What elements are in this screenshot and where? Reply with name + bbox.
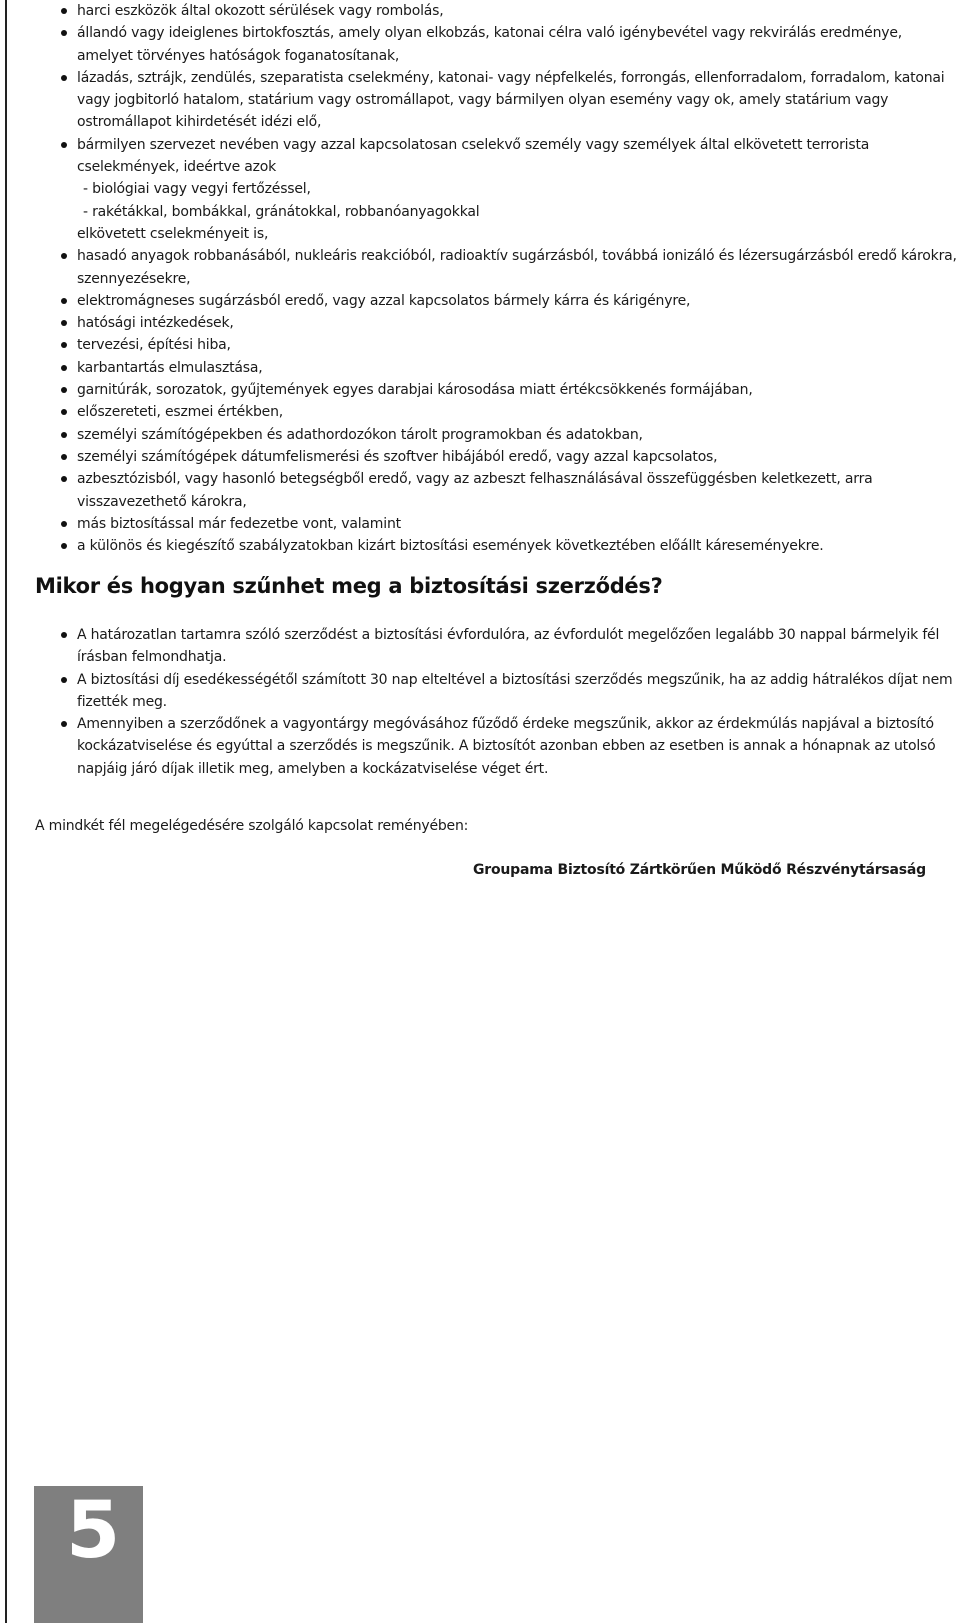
- bullet-icon: [61, 75, 67, 81]
- list-item: karbantartás elmulasztása,: [35, 357, 960, 379]
- section-heading: Mikor és hogyan szűnhet meg a biztosítási szerződés?: [35, 574, 663, 598]
- bullet-icon: [61, 142, 67, 148]
- list-item: a különös és kiegészítő szabályzatokban kizárt biztosítási események következtében előállt káreseményekre.: [35, 535, 960, 557]
- list-item: bármilyen szervezet nevében vagy azzal kapcsolatosan cselekvő személy vagy személyek által elkövetett terrorista cselekmények, ideértve azok - biológiai vagy vegyi fertőzéssel, - rakétákkal, bombákkal, gránátokkal, robbanóanyagokkal elkövetett cselekményeit is,: [35, 134, 960, 245]
- list-item: Amennyiben a szerződőnek a vagyontárgy megóvásához fűződő érdeke megszűnik, akkor az érdekmúlás napjával a biztosító kockázatviselése és egyúttal a szerződés is megszűnik. A biztosítót azonban ebben az esetben is annak a hónapnak az utolsó napjáig járó díjak illetik meg, amelyben a kockázatviselése véget ért.: [35, 713, 960, 780]
- bullet-icon: [61, 432, 67, 438]
- sub-item: - rakétákkal, bombákkal, gránátokkal, robbanóanyagokkal: [83, 203, 480, 220]
- list-item: lázadás, sztrájk, zendülés, szeparatista cselekmény, katonai- vagy népfelkelés, forrongás, ellenforradalom, forradalom, katonai vagy jogbitorló hatalom, statárium vagy ostromállapot, vagy bármilyen olyan esemény vagy ok, amely statárium vagy ostromállapot kihirdetését idézi elő,: [35, 67, 960, 134]
- page-number-box: [34, 1486, 143, 1623]
- bullet-icon: [61, 632, 67, 638]
- bullet-icon: [61, 543, 67, 549]
- left-margin-rule: [5, 0, 7, 1623]
- list-item: azbesztózisból, vagy hasonló betegségből eredő, vagy az azbeszt felhasználásával összefüggésben keletkezett, arra visszavezethető károkra,: [35, 468, 960, 513]
- list-item: elektromágneses sugárzásból eredő, vagy azzal kapcsolatos bármely kárra és kárigényre,: [35, 290, 960, 312]
- list-item: tervezési, építési hiba,: [35, 334, 960, 356]
- list-item: más biztosítással már fedezetbe vont, valamint: [35, 513, 960, 535]
- list-item: személyi számítógépek dátumfelismerési és szoftver hibájából eredő, vagy azzal kapcsolatos,: [35, 446, 960, 468]
- list-item: harci eszközök által okozott sérülések vagy rombolás,: [35, 0, 960, 22]
- page-number: 5: [66, 1486, 121, 1576]
- list-item-tail: elkövetett cselekményeit is,: [77, 225, 269, 242]
- exclusions-section: [35, 0, 960, 557]
- list-item: állandó vagy ideiglenes birtokfosztás, amely olyan elkobzás, katonai célra való igénybevétel vagy rekvirálás eredménye, amelyet törvényes hatóságok foganatosítanak,: [35, 22, 960, 67]
- list-item: A határozatlan tartamra szóló szerződést a biztosítási évfordulóra, az évfordulót megelőzően legalább 30 nappal bármelyik fél írásban felmondhatja.: [35, 624, 960, 669]
- closing-line: A mindkét fél megelégedésére szolgáló kapcsolat reményében:: [35, 818, 469, 834]
- company-signature: Groupama Biztosító Zártkörűen Működő Részvénytársaság: [472, 862, 926, 878]
- bullet-icon: [61, 454, 67, 460]
- bullet-icon: [61, 521, 67, 527]
- sub-item: - biológiai vagy vegyi fertőzéssel,: [83, 181, 311, 198]
- bullet-icon: [61, 365, 67, 371]
- list-item: előszereteti, eszmei értékben,: [35, 401, 960, 423]
- list-item: személyi számítógépekben és adathordozókon tárolt programokban és adatokban,: [35, 424, 960, 446]
- bullet-icon: [61, 30, 67, 36]
- bullet-icon: [61, 253, 67, 259]
- bullet-icon: [61, 8, 67, 14]
- bullet-icon: [61, 320, 67, 326]
- bullet-icon: [61, 298, 67, 304]
- list-item: hatósági intézkedések,: [35, 312, 960, 334]
- list-item: hasadó anyagok robbanásából, nukleáris reakcióból, radioaktív sugárzásból, továbbá ionizáló és lézersugárzásból eredő károkra, szennyezésekre,: [35, 245, 960, 290]
- bullet-icon: [61, 387, 67, 393]
- termination-section: [35, 624, 960, 780]
- list-item: garnitúrák, sorozatok, gyűjtemények egyes darabjai károsodása miatt értékcsökkenés formájában,: [35, 379, 960, 401]
- bullet-icon: [61, 342, 67, 348]
- termination-list: [35, 624, 960, 780]
- bullet-icon: [61, 409, 67, 415]
- bullet-icon: [61, 476, 67, 482]
- list-item: A biztosítási díj esedékességétől számított 30 nap elteltével a biztosítási szerződés megszűnik, ha az addig hátralékos díjat nem fizették meg.: [35, 669, 960, 714]
- bullet-icon: [61, 721, 67, 727]
- bullet-icon: [61, 677, 67, 683]
- exclusions-list: [35, 0, 960, 557]
